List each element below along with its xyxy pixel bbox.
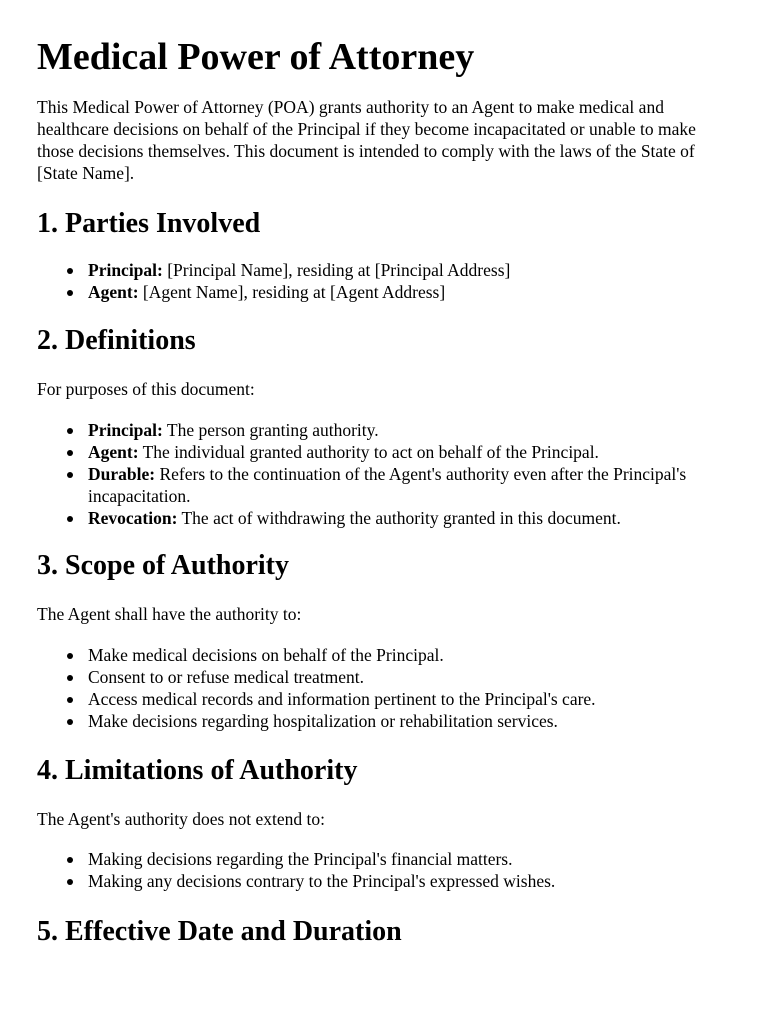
list-item-term: Agent: bbox=[88, 282, 139, 302]
bullet-icon bbox=[67, 450, 73, 456]
list-item bbox=[88, 507, 737, 529]
definitions-list bbox=[37, 419, 737, 529]
bullet-icon bbox=[67, 516, 73, 522]
list-item bbox=[88, 688, 737, 710]
bullet-icon bbox=[67, 653, 73, 659]
document-title: Medical Power of Attorney bbox=[37, 36, 475, 78]
bullet-icon bbox=[67, 428, 73, 434]
list-item bbox=[88, 666, 737, 688]
list-item bbox=[88, 441, 737, 463]
list-item-term: Principal: bbox=[88, 260, 163, 280]
section-heading-parties: 1. Parties Involved bbox=[37, 208, 261, 239]
section-heading-definitions: 2. Definitions bbox=[37, 325, 196, 356]
section-heading-effective-date: 5. Effective Date and Duration bbox=[37, 916, 402, 947]
section-heading-scope: 3. Scope of Authority bbox=[37, 550, 289, 581]
list-item bbox=[88, 848, 737, 870]
bullet-icon bbox=[67, 857, 73, 863]
list-item bbox=[88, 710, 737, 732]
list-item-term: Revocation: bbox=[88, 508, 178, 528]
section-heading-limitations: 4. Limitations of Authority bbox=[37, 755, 358, 786]
list-item-text: The act of withdrawing the authority granted in this document. bbox=[177, 508, 621, 528]
section-lead-scope: The Agent shall have the authority to: bbox=[37, 604, 302, 624]
bullet-icon bbox=[67, 472, 73, 478]
bullet-icon bbox=[67, 675, 73, 681]
parties-list bbox=[37, 259, 737, 303]
intro-paragraph: This Medical Power of Attorney (POA) grants authority to an Agent to make medical and healthcare decisions on behalf of the Principal if they become incapacitated or unable to make those decisions themselves. This document is intended to comply with the laws of the State of [State Name]. bbox=[37, 97, 696, 183]
section-lead-limitations: The Agent's authority does not extend to: bbox=[37, 809, 325, 829]
list-item-text: The person granting authority. bbox=[162, 420, 379, 440]
list-item-text: Make decisions regarding hospitalization or rehabilitation services. bbox=[88, 711, 558, 731]
bullet-icon bbox=[67, 719, 73, 725]
bullet-icon bbox=[67, 697, 73, 703]
list-item bbox=[88, 281, 737, 303]
list-item-text: [Principal Name], residing at [Principal Address] bbox=[162, 260, 511, 280]
list-item-text: Consent to or refuse medical treatment. bbox=[88, 667, 365, 687]
list-item-text: Make medical decisions on behalf of the Principal. bbox=[88, 645, 444, 665]
list-item-text: The individual granted authority to act on behalf of the Principal. bbox=[138, 442, 599, 462]
list-item-term: Durable: bbox=[88, 464, 156, 484]
list-item bbox=[88, 463, 718, 507]
list-item-term: Agent: bbox=[88, 442, 139, 462]
list-item-text: [Agent Name], residing at [Agent Address] bbox=[138, 282, 446, 302]
list-item bbox=[88, 259, 737, 281]
scope-list bbox=[37, 644, 737, 732]
list-item bbox=[88, 419, 737, 441]
section-lead-definitions: For purposes of this document: bbox=[37, 379, 255, 399]
list-item-text: Access medical records and information pertinent to the Principal's care. bbox=[88, 689, 596, 709]
list-item-term: Principal: bbox=[88, 420, 163, 440]
document-page bbox=[37, 0, 737, 949]
list-item bbox=[88, 870, 737, 892]
list-item bbox=[88, 644, 737, 666]
list-item-text: Refers to the continuation of the Agent's authority even after the Principal's incapacitation. bbox=[88, 464, 687, 506]
list-item-text: Making any decisions contrary to the Principal's expressed wishes. bbox=[88, 871, 556, 891]
limitations-list bbox=[37, 848, 737, 892]
bullet-icon bbox=[67, 290, 73, 296]
list-item-text: Making decisions regarding the Principal's financial matters. bbox=[88, 849, 513, 869]
bullet-icon bbox=[67, 879, 73, 885]
bullet-icon bbox=[67, 268, 73, 274]
